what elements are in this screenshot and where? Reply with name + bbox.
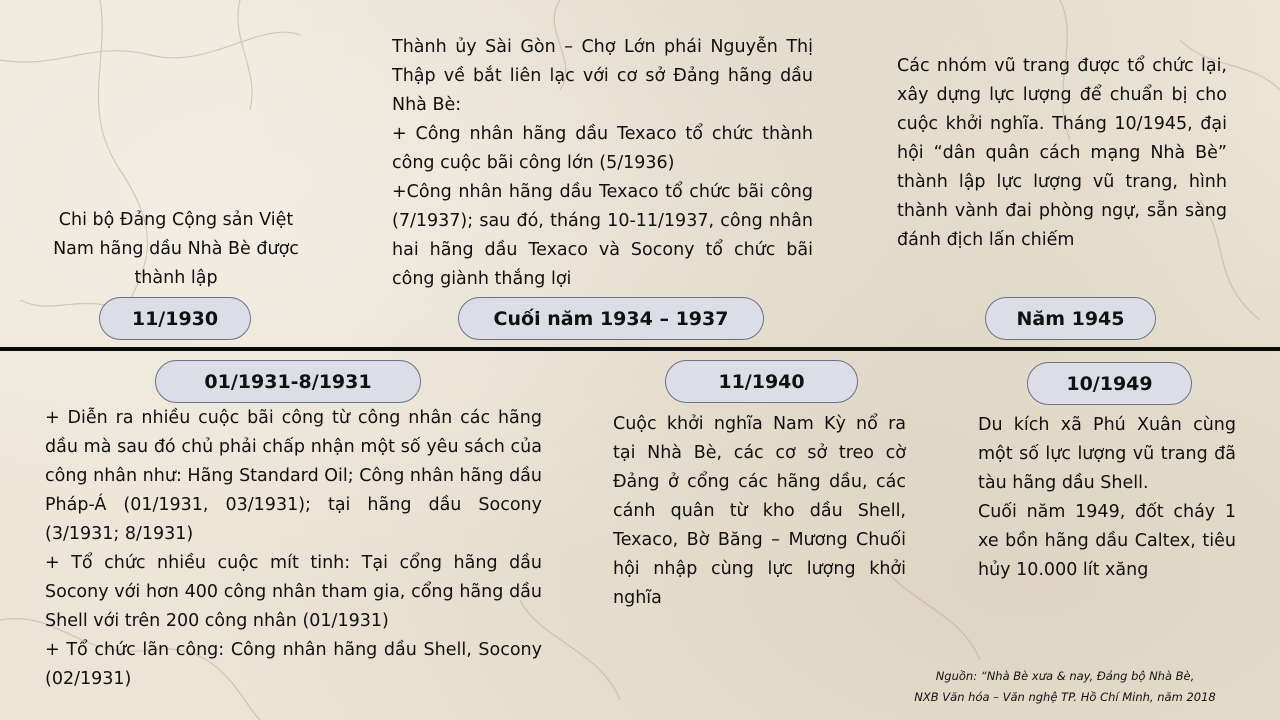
date-badge-11-1940: 11/1940 <box>665 360 858 403</box>
source-line: Nguồn: “Nhà Bè xưa & nay, Đảng bộ Nhà Bè, <box>935 669 1195 683</box>
source-line: NXB Văn hóa – Văn nghệ TP. Hồ Chí Minh, năm 2018 <box>914 690 1216 704</box>
event-1940-description: Cuộc khởi nghĩa Nam Kỳ nổ ra tại Nhà Bè, các cơ sở treo cờ Đảng ở cổng các hãng dầu, các cánh quân từ kho dầu Shell, Texaco, Bờ Băng – Mương Chuối hội nhập cùng lực lượng khởi nghĩa <box>613 414 906 608</box>
event-1931-line: + Tổ chức lãn công: Công nhân hãng dầu Shell, Socony (02/1931) <box>45 640 542 689</box>
event-1949-line: Du kích xã Phú Xuân cùng một số lực lượng vũ trang đã tàu hãng dầu Shell. <box>978 415 1236 493</box>
date-badge-11-1930: 11/1930 <box>99 297 251 340</box>
event-1945-description: Các nhóm vũ trang được tổ chức lại, xây dựng lực lượng để chuẩn bị cho cuộc khởi nghĩa. Tháng 10/1945, đại hội “dân quân cách mạng Nhà Bè” thành lập lực lượng vũ trang, hình thành vành đai phòng ngự, sẵn sàng đánh địch lấn chiếm <box>897 56 1227 250</box>
event-1930-description: Chi bộ Đảng Cộng sản Việt Nam hãng dầu Nhà Bè được thành lập <box>53 210 299 288</box>
event-1934-line: + Công nhân hãng dầu Texaco tổ chức thành công cuộc bãi công lớn (5/1936) <box>392 124 813 173</box>
date-badge-1931: 01/1931-8/1931 <box>155 360 421 403</box>
date-badge-1934-1937: Cuối năm 1934 – 1937 <box>458 297 764 340</box>
event-1934-line: +Công nhân hãng dầu Texaco tổ chức bãi công (7/1937); sau đó, tháng 10-11/1937, công nhân hai hãng dầu Texaco và Socony tổ chức bãi công giành thắng lợi <box>392 182 813 289</box>
event-1931-description <box>45 404 542 694</box>
event-1931-line: + Tổ chức nhiều cuộc mít tinh: Tại cổng hãng dầu Socony với hơn 400 công nhân tham gia, cổng hãng dầu Shell với trên 200 công nhân (01/1931) <box>45 553 542 631</box>
date-badge-10-1949: 10/1949 <box>1027 362 1192 405</box>
event-1949-line: Cuối năm 1949, đốt cháy 1 xe bồn hãng dầu Caltex, tiêu hủy 10.000 lít xăng <box>978 502 1236 580</box>
event-1934-description <box>392 33 813 294</box>
date-badge-1945: Năm 1945 <box>985 297 1156 340</box>
source-citation <box>860 666 1270 708</box>
timeline-axis <box>0 347 1280 351</box>
event-1934-line: Thành ủy Sài Gòn – Chợ Lớn phái Nguyễn Thị Thập về bắt liên lạc với cơ sở Đảng hãng dầu Nhà Bè: <box>392 37 813 115</box>
event-1931-line: + Diễn ra nhiều cuộc bãi công từ công nhân các hãng dầu mà sau đó chủ phải chấp nhận một số yêu sách của công nhân như: Hãng Standard Oil; Công nhân hãng dầu Pháp-Á (01/1931, 03/1931); tại hãng dầu Socony (3/1931; 8/1931) <box>45 408 542 544</box>
event-1949-description <box>978 411 1236 585</box>
